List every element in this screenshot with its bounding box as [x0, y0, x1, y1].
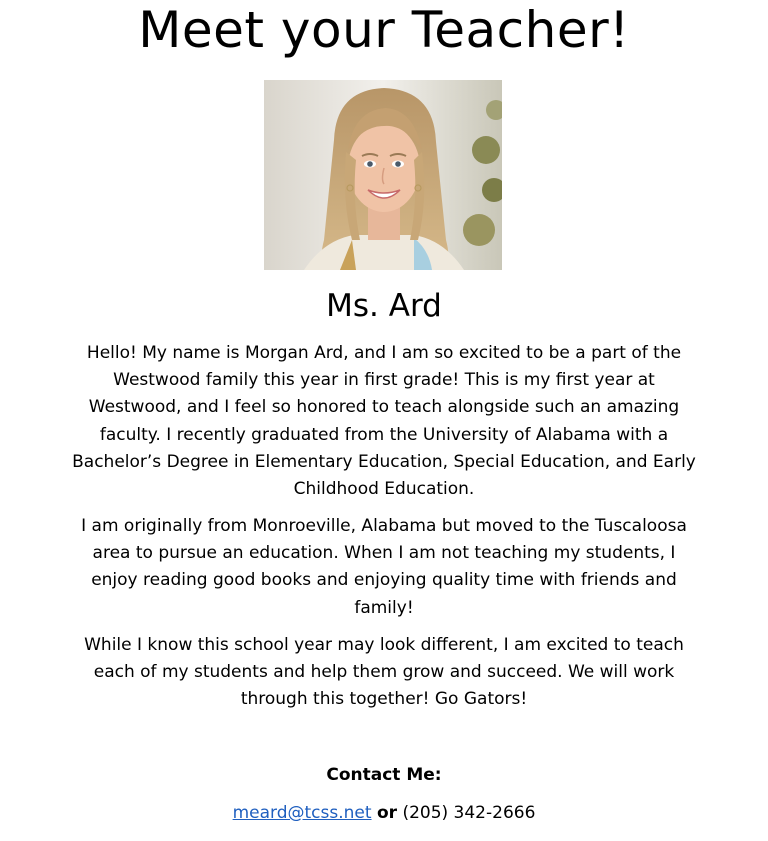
page-title: Meet your Teacher!: [138, 1, 630, 59]
teacher-name: Ms. Ard: [326, 288, 442, 324]
contact-heading: Contact Me:: [326, 765, 442, 785]
bio-paragraph-background: I am originally from Monroeville, Alabama but moved to the Tuscaloosa area to pursue an education. When I am not teaching my students, I enjoy reading good books and enjoying quality time with friends and family!: [81, 516, 687, 618]
teacher-portrait-image: [264, 80, 502, 270]
teacher-photo: [264, 80, 502, 270]
phone-number: (205) 342-2666: [402, 803, 536, 823]
contact-separator: or: [376, 803, 398, 823]
contact-line: [0, 800, 768, 826]
bio-paragraph-intro: Hello! My name is Morgan Ard, and I am so excited to be a part of the Westwood family this year in first grade! This is my first year at Westwood, and I feel so honored to teach alongside such an amazing faculty. I recently graduated from the University of Alabama with a Bachelor’s Degree in Elementary Education, Special Education, and Early Childhood Education.: [72, 343, 696, 500]
email-link[interactable]: meard@tcss.net: [232, 803, 372, 823]
bio-paragraph-closing: While I know this school year may look different, I am excited to teach each of my students and help them grow and succeed. We will work through this together! Go Gators!: [84, 635, 684, 710]
